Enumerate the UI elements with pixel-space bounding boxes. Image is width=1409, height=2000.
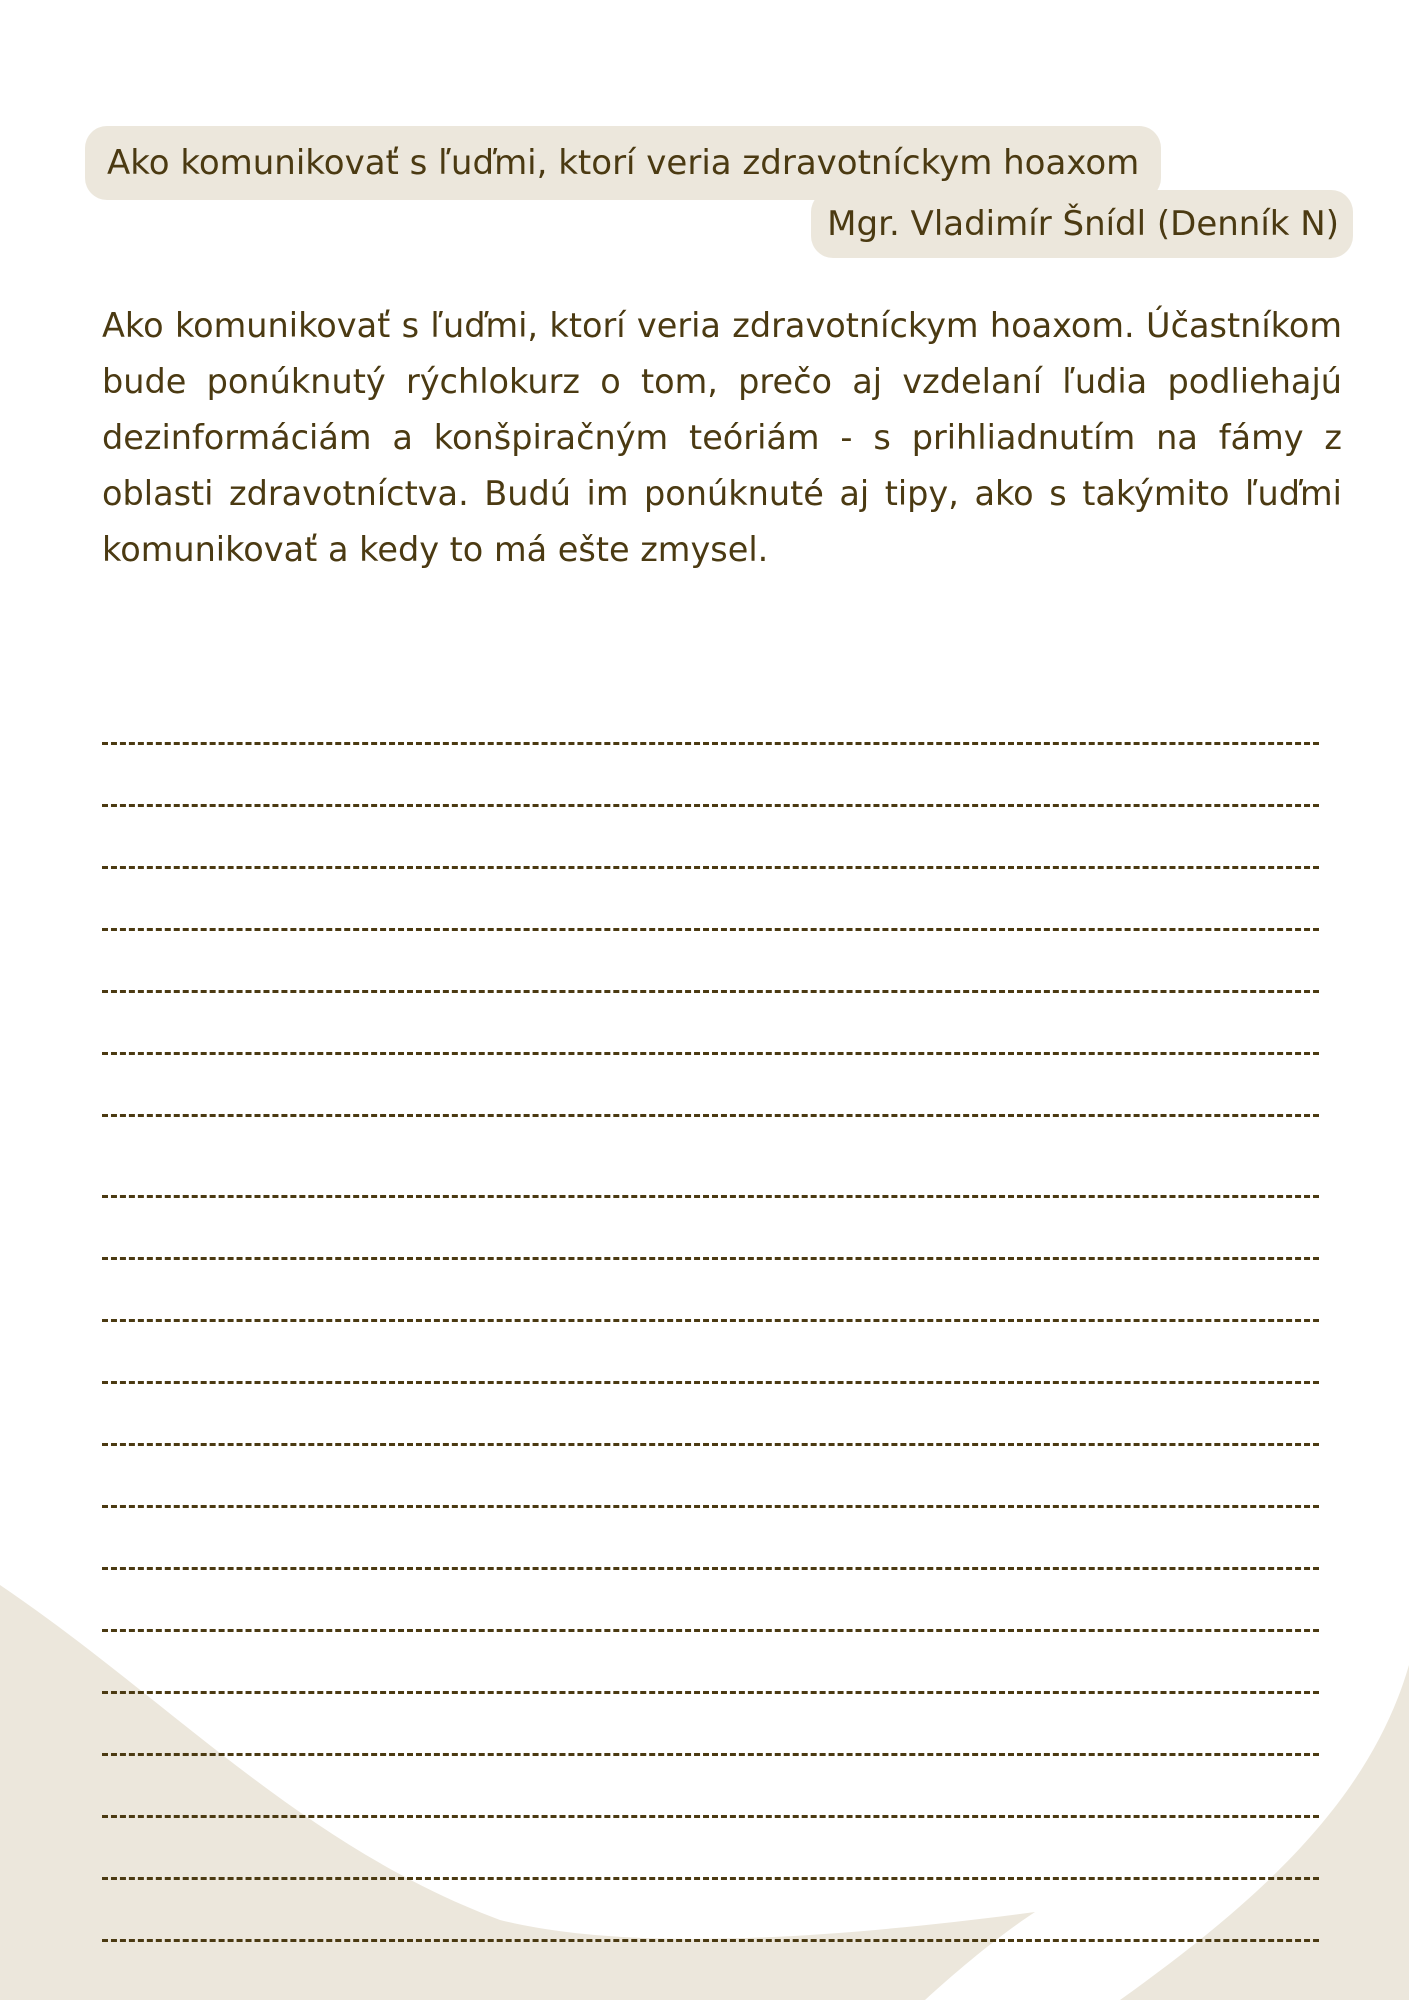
writing-line[interactable] [102,997,1319,1055]
writing-line[interactable] [102,687,1319,745]
writing-line[interactable] [102,1059,1319,1117]
writing-line[interactable] [102,1202,1319,1260]
writing-line[interactable] [102,1140,1319,1198]
writing-line[interactable] [102,1450,1319,1508]
speaker-label [811,190,1353,258]
writing-line[interactable] [102,1264,1319,1322]
session-description: Ako komunikovať s ľuďmi, ktorí veria zdravotníckym hoaxom. Účastníkom bude ponúknutý rýchlokurz o tom, prečo aj vzdelaní ľudia podliehajú dezinformáciám a konšpiračným teóriám - s prihliadnutím na fámy z oblasti zdravotníctva. Budú im ponúknuté aj tipy, ako s takýmito ľuďmi komunikovať a kedy to má ešte zmysel. [102,306,1342,569]
writing-line[interactable] [102,749,1319,807]
speaker-name: Mgr. Vladimír Šnídl (Denník N) [827,204,1339,244]
writing-line[interactable] [102,873,1319,931]
writing-line[interactable] [102,1574,1319,1632]
writing-line[interactable] [102,1388,1319,1446]
writing-line[interactable] [102,1822,1319,1880]
title-label [85,126,1161,200]
writing-line[interactable] [102,1636,1319,1694]
writing-line[interactable] [102,1698,1319,1756]
session-title: Ako komunikovať s ľuďmi, ktorí veria zdravotníckym hoaxom [107,143,1140,183]
writing-line[interactable] [102,1884,1319,1942]
writing-lines [102,687,1319,1946]
writing-line[interactable] [102,1512,1319,1570]
writing-line[interactable] [102,811,1319,869]
writing-line[interactable] [102,1326,1319,1384]
writing-line[interactable] [102,1760,1319,1818]
writing-line[interactable] [102,935,1319,993]
